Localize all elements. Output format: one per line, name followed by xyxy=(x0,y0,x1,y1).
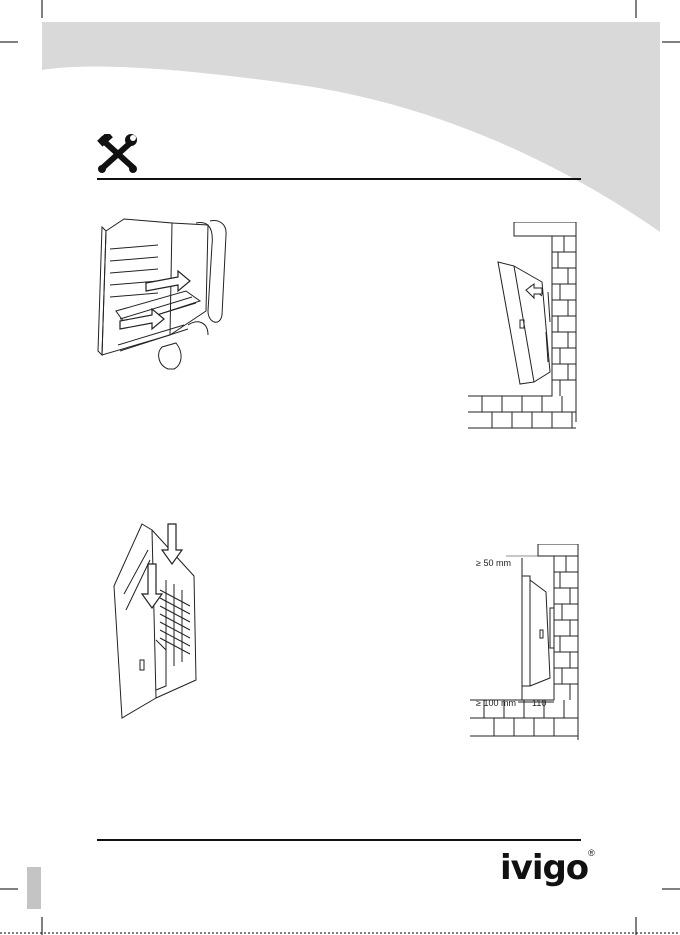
section-rule xyxy=(97,178,581,180)
figure-clearance-dimensions xyxy=(470,544,584,744)
registered-mark: ® xyxy=(588,848,595,858)
bracket-depth-label: 110 xyxy=(532,698,547,708)
bottom-clearance-label: ≥ 100 mm xyxy=(476,698,516,708)
brand-logo xyxy=(500,848,595,888)
brand-logo-text: ivigo xyxy=(500,848,589,888)
page-tab xyxy=(27,867,41,909)
tools-icon xyxy=(96,134,140,174)
figure-feet-attachment xyxy=(96,215,246,380)
footer-rule xyxy=(97,839,581,841)
top-clearance-label: ≥ 50 mm xyxy=(476,558,511,568)
figure-wall-hook-tilt xyxy=(468,222,584,432)
figure-top-mounting xyxy=(110,520,212,720)
